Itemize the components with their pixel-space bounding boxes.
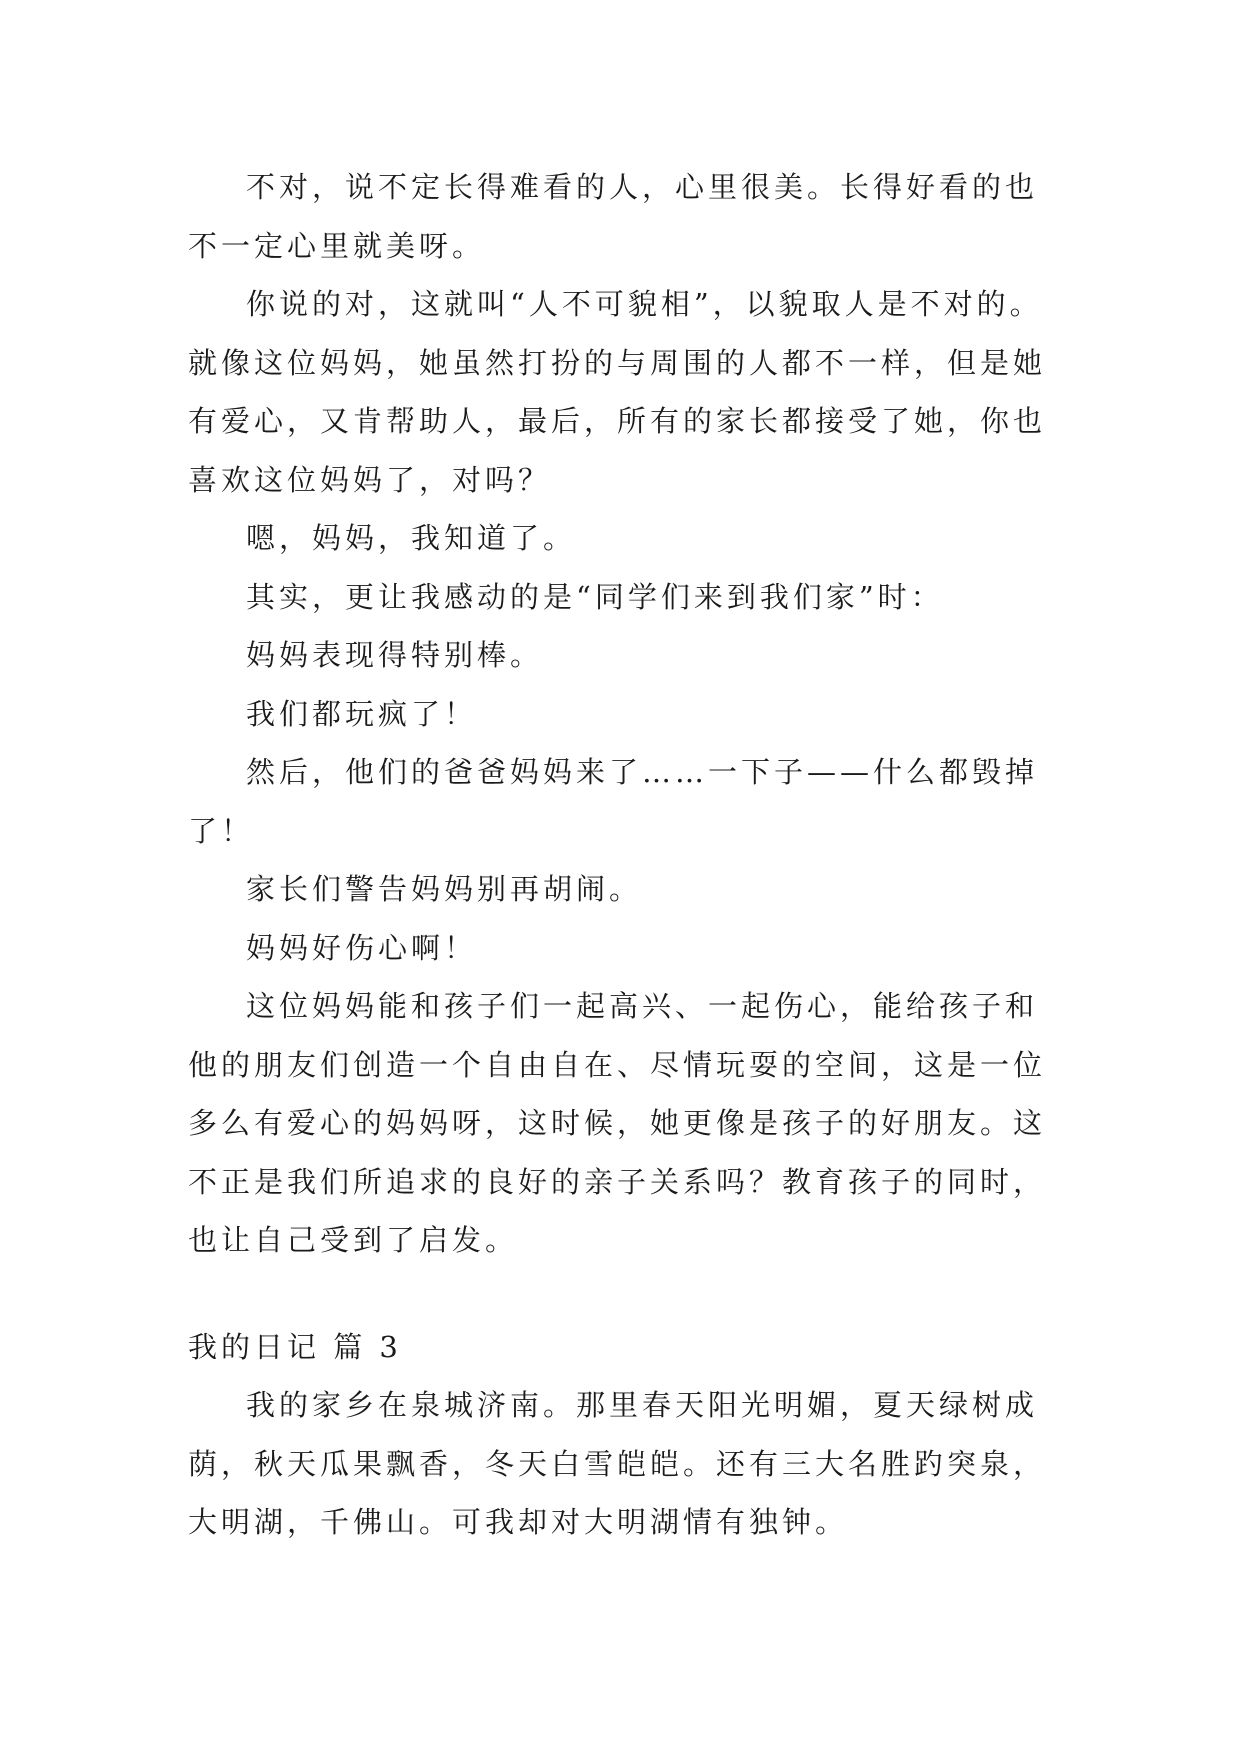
section-title: 我的日记 篇 3	[188, 1329, 402, 1364]
paragraph: 你说的对，这就叫“人不可貌相”，以貌取人是不对的。就像这位妈妈，她虽然打扮的与周围的人都不一样，但是她有爱心，又肯帮助人，最后，所有的家长都接受了她，你也喜欢这位妈妈了，对吗？	[188, 287, 1047, 497]
paragraph: 不对，说不定长得难看的人，心里很美。长得好看的也不一定心里就美呀。	[188, 170, 1039, 263]
paragraph: 妈妈好伤心啊！	[246, 930, 478, 965]
paragraph: 我们都玩疯了！	[246, 696, 478, 731]
paragraph: 其实，更让我感动的是“同学们来到我们家”时：	[246, 579, 944, 614]
paragraph: 妈妈表现得特别棒。	[246, 638, 544, 672]
document-page	[188, 158, 1068, 1552]
paragraph: 嗯，妈妈，我知道了。	[246, 521, 577, 555]
paragraph: 然后，他们的爸爸妈妈来了……一下子——什么都毁掉了！	[188, 755, 1039, 848]
paragraph: 家长们警告妈妈别再胡闹。	[246, 872, 643, 906]
paragraph: 这位妈妈能和孩子们一起高兴、一起伤心，能给孩子和他的朋友们创造一个自由自在、尽情玩耍的空间，这是一位多么有爱心的妈妈呀，这时候，她更像是孩子的好朋友。这不正是我们所追求的良好的亲子关系吗？教育孩子的同时，也让自己受到了启发。	[188, 989, 1047, 1257]
paragraph: 我的家乡在泉城济南。那里春天阳光明媚，夏天绿树成荫，秋天瓜果飘香，冬天白雪皑皑。还有三大名胜趵突泉，大明湖，千佛山。可我却对大明湖情有独钟。	[188, 1388, 1047, 1539]
